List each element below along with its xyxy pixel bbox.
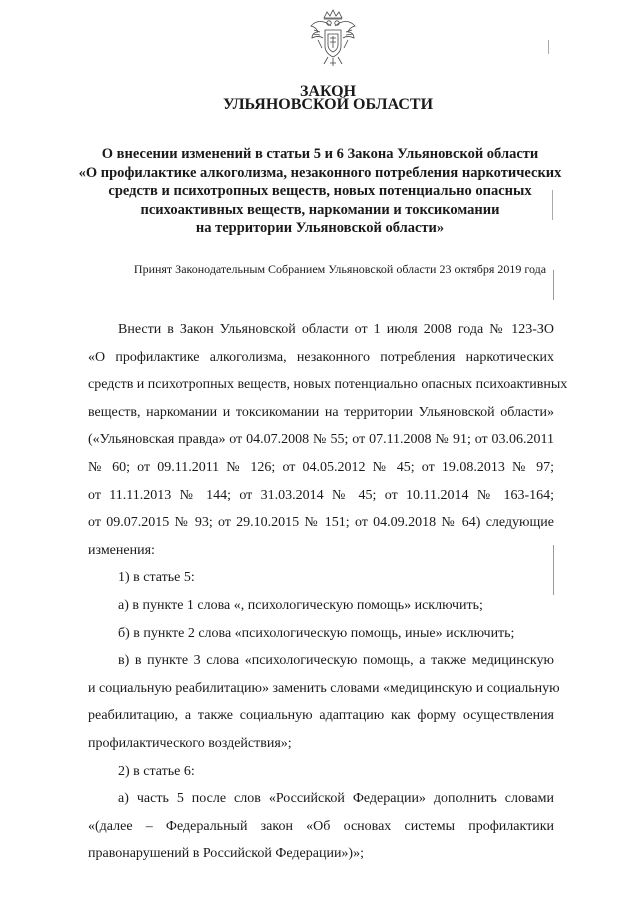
body-line: в) в пункте 3 слова «психологическую помощь, а также медицинскую bbox=[118, 653, 554, 669]
scan-mark bbox=[548, 40, 549, 54]
body-line: а) в пункте 1 слова «, психологическую помощь» исключить; bbox=[118, 597, 483, 613]
body-line: средств и психотропных веществ, новых потенциально опасных психоактивных bbox=[88, 377, 568, 393]
document-subject bbox=[0, 145, 640, 238]
document-title-line2: УЛЬЯНОВСКОЙ ОБЛАСТИ bbox=[222, 96, 434, 113]
body-line: профилактического воздействия»; bbox=[88, 735, 292, 751]
scan-mark bbox=[553, 545, 554, 595]
adoption-note: Принят Законодательным Собранием Ульяновской области 23 октября 2019 года bbox=[133, 262, 547, 276]
body-line: Внести в Закон Ульяновской области от 1 июля 2008 года № 123-ЗО bbox=[118, 322, 554, 337]
subject-line: средств и психотропных веществ, новых потенциально опасных bbox=[108, 183, 532, 199]
scan-mark bbox=[552, 190, 553, 220]
subject-line: О внесении изменений в статьи 5 и 6 Закона Ульяновской области bbox=[101, 146, 539, 162]
subject-line: «О профилактике алкоголизма, незаконного потребления наркотических bbox=[78, 164, 562, 181]
body-line: и социальную реабилитацию» заменить словами «медицинскую и социальную bbox=[88, 680, 560, 696]
body-line: 2) в статье 6: bbox=[118, 763, 195, 779]
body-line: «О профилактике алкоголизма, незаконного потребления наркотических bbox=[88, 349, 554, 365]
body-line: изменения: bbox=[88, 542, 155, 558]
coat-of-arms-icon bbox=[306, 8, 360, 68]
body-line: правонарушений в Российской Федерации»)»; bbox=[88, 846, 364, 862]
document-title-line1: ЗАКОН bbox=[299, 83, 357, 100]
body-line: а) часть 5 после слов «Российской Федерации» дополнить словами bbox=[118, 791, 554, 807]
body-line: № 60; от 09.11.2011 № 126; от 04.05.2012 № 45; от 19.08.2013 № 97; bbox=[88, 459, 554, 475]
document-body bbox=[88, 316, 568, 868]
subject-line: на территории Ульяновской области» bbox=[195, 220, 445, 236]
body-line: веществ, наркомании и токсикомании на территории Ульяновской области» bbox=[88, 404, 554, 420]
scan-mark bbox=[553, 270, 554, 300]
body-line: реабилитацию, а также социальную адаптацию как форму осуществления bbox=[88, 708, 554, 724]
body-line: от 11.11.2013 № 144; от 31.03.2014 № 45; от 10.11.2014 № 163-164; bbox=[88, 487, 554, 503]
subject-line: психоактивных веществ, наркомании и токсикомании bbox=[140, 201, 500, 218]
body-line: от 09.07.2015 № 93; от 29.10.2015 № 151; от 04.09.2018 № 64) следующие bbox=[88, 515, 554, 531]
body-line: («Ульяновская правда» от 04.07.2008 № 55; от 07.11.2008 № 91; от 03.06.2011 bbox=[88, 432, 554, 448]
body-line: 1) в статье 5: bbox=[118, 570, 195, 586]
body-line: «(далее – Федеральный закон «Об основах системы профилактики bbox=[88, 818, 554, 834]
body-line: б) в пункте 2 слова «психологическую помощь, иные» исключить; bbox=[118, 625, 515, 641]
